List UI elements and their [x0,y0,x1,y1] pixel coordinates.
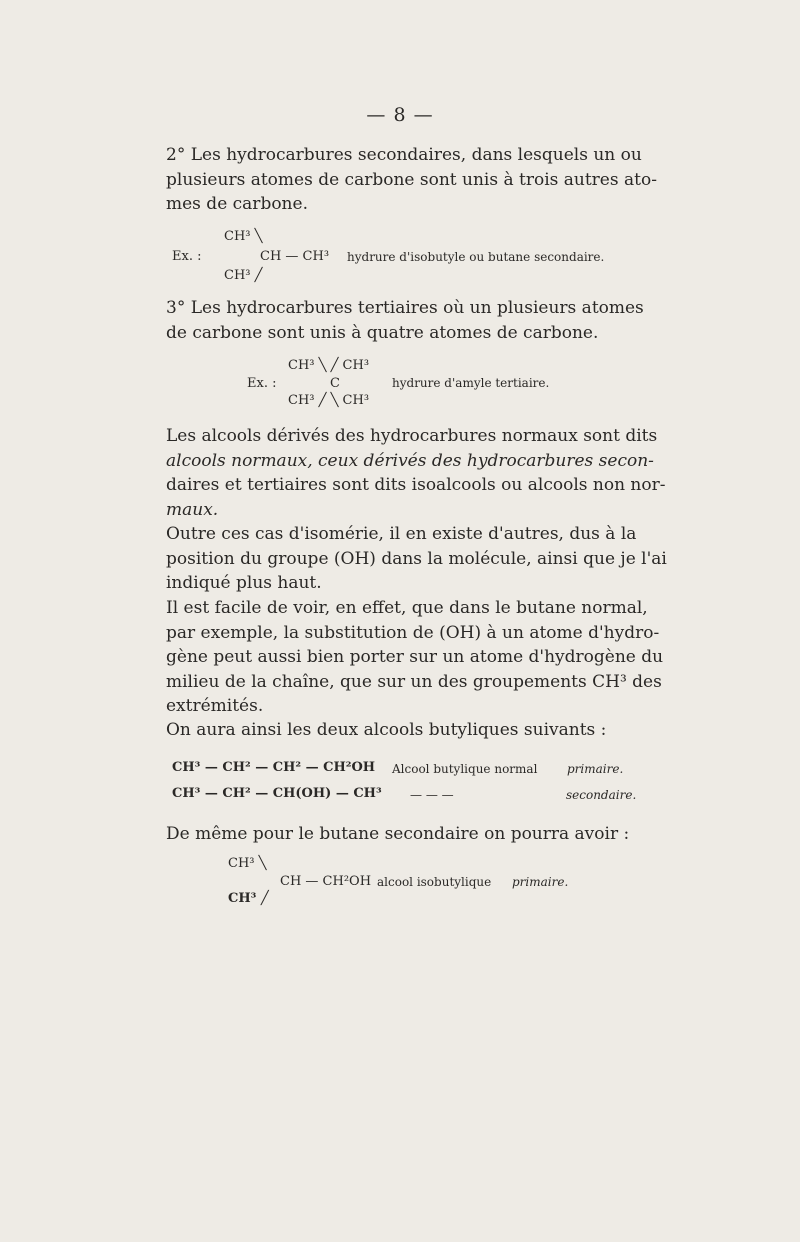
text-line: daires et tertiaires sont dits isoalcools ou alcools non nor- [166,475,666,495]
formula-normal-butyl: CH³ — CH² — CH² — CH²OH [172,760,376,775]
example-label: Ex. : [172,249,202,264]
text-line: mes de carbone. [166,194,308,214]
formula-top: CH³ ╲ [228,856,267,871]
text-line: de carbone sont unis à quatre atomes de carbone. [166,322,599,343]
formula-middle: CH — CH³ [260,249,330,264]
text-line: plusieurs atomes de carbone sont unis à trois autres ato- [166,169,657,190]
compound-name: alcool isobutylique [377,875,492,889]
text-line: 3° Les hydrocarbures tertiaires où un plusieurs atomes [166,298,644,318]
formula-top: CH³ ╲ ╱ CH³ [288,358,370,373]
text-line: alcools normaux, ceux dérivés des hydrocarbures secon- [166,450,654,471]
formula-bottom: CH³ ╱ ╲ CH³ [288,393,370,408]
compound-name: hydrure d'isobutyle ou butane secondaire. [347,250,605,264]
text-line: par exemple, la substitution de (OH) à un atome d'hydro- [166,622,660,643]
paragraph-tertiary-hydrocarbons [166,296,656,345]
ditto-marks: — — — [410,788,454,802]
formula-secondary-butyl: CH³ — CH² — CH(OH) — CH³ [172,786,382,801]
text-line: Il est facile de voir, en effet, que dans le butane normal, [166,598,648,618]
text-line: Outre ces cas d'isomérie, il en existe d'autres, dus à la [166,524,637,544]
compound-name: hydrure d'amyle tertiaire. [392,376,550,390]
paragraph-alcohols [166,424,666,522]
paragraph-secondary-hydrocarbons [166,143,656,217]
example-label: Ex. : [247,376,277,391]
text-line: De même pour le butane secondaire on pourra avoir : [166,824,630,844]
paragraph-isomerism [166,522,667,596]
text-line: milieu de la chaîne, que sur un des groupements CH³ des [166,671,662,692]
text-line: 2° Les hydrocarbures secondaires, dans lesquels un ou [166,145,642,165]
text-line: indiqué plus haut. [166,573,322,593]
text-line: On aura ainsi les deux alcools butyliques suivants : [166,720,607,740]
text-line: position du groupe (OH) dans la molécule, ainsi que je l'ai [166,548,667,569]
formula-bottom: CH³ ╱ [228,891,269,906]
page-number: — 8 — [366,104,434,126]
text-line: extrémités. [166,696,264,716]
compound-qualifier: primaire. [567,762,624,776]
formula-middle: CH — CH²OH [280,874,372,889]
paragraph-butyl-alcohols [166,718,656,743]
formula-bottom: CH³ ╱ [224,268,263,283]
formula-top: CH³ ╲ [224,229,263,244]
text-line: maux. [166,499,219,520]
text-line: gène peut aussi bien porter sur un atome d'hydrogène du [166,647,664,667]
compound-qualifier: secondaire. [566,788,637,802]
paragraph-butane-substitution [166,596,664,719]
compound-name: Alcool butylique normal [392,762,538,776]
text-line: Les alcools dérivés des hydrocarbures normaux sont dits [166,426,658,446]
compound-qualifier: primaire. [512,875,569,889]
paragraph-secondary-butane [166,822,656,847]
formula-middle: C [330,376,340,391]
